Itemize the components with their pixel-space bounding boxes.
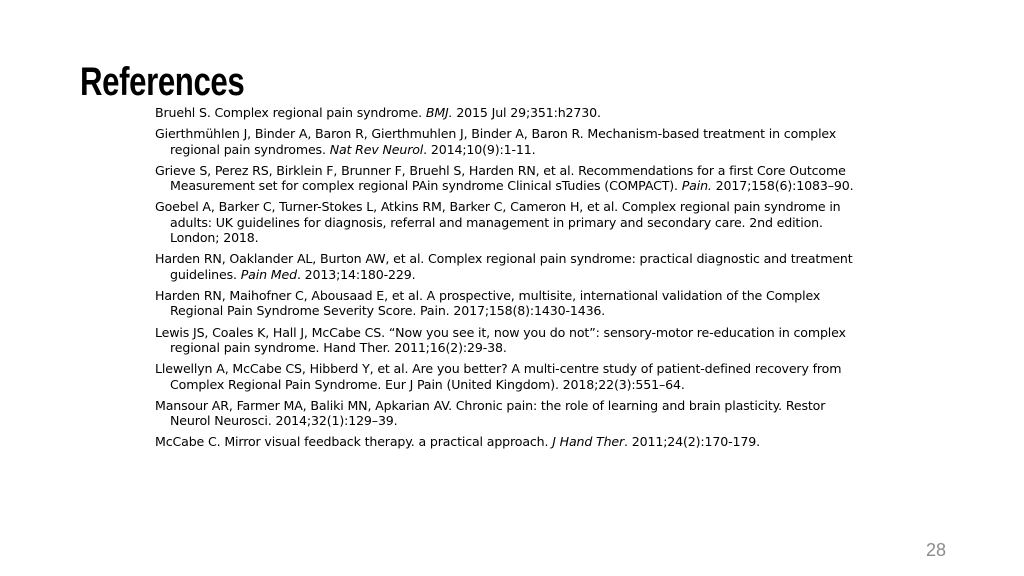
reference-item [155,163,865,194]
reference-item [155,251,865,282]
reference-item [155,105,865,120]
reference-text: Harden RN, Oaklander AL, Burton AW, et al. Complex regional pain syndrome: practical diagnostic and treatment guidelines. [155,251,853,282]
reference-item [155,325,865,356]
reference-text: Lewis JS, Coales K, Hall J, McCabe CS. “Now you see it, now you do not”: sensory-motor re-education in complex regional pain syndrome. Hand Ther. 2011;16(2):29-38. [155,324,846,356]
reference-item [155,126,865,157]
reference-text: Gierthmühlen J, Binder A, Baron R, Gierthmuhlen J, Binder A, Baron R. Mechanism-based treatment in complex regional pain syndromes. [155,126,837,157]
reference-item [155,398,865,429]
reference-journal: Pain. [681,178,712,194]
reference-citation: 2017;158(6):1083–90. [711,178,854,194]
reference-text: Harden RN, Maihofner C, Abousaad E, et al. A prospective, multisite, international validation of the Complex Regional Pain Syndrome Severity Score. Pain. 2017;158(8):1430-1436. [155,288,821,319]
reference-citation: 2015 Jul 29;351:h2730. [452,105,601,120]
reference-item [155,199,865,245]
reference-citation: . 2014;10(9):1-11. [423,141,536,157]
reference-item [155,361,865,392]
reference-item [155,434,865,449]
reference-journal: Nat Rev Neurol [329,141,424,157]
reference-text: Llewellyn A, McCabe CS, Hibberd Y, et al. Are you better? A multi-centre study of patient-defined recovery from Complex Regional Pain Syndrome. Eur J Pain (United Kingdom). 2018;22(3):551–64. [155,361,842,392]
reference-item [155,288,865,319]
reference-text: McCabe C. Mirror visual feedback therapy. a practical approach. [155,434,553,450]
reference-journal: BMJ. [425,105,453,120]
reference-text: Mansour AR, Farmer MA, Baliki MN, Apkarian AV. Chronic pain: the role of learning and brain plasticity. Restor Neurol Neurosci. 2014;32(1):129–39. [155,397,826,429]
reference-text: Goebel A, Barker C, Turner-Stokes L, Atkins RM, Barker C, Cameron H, et al. Complex regional pain syndrome in adults: UK guidelines for diagnosis, referral and management in primary and secondary care. 2nd edition. London; 2018. [155,199,841,246]
reference-citation: . 2011;24(2):170-179. [624,434,760,450]
reference-list [155,105,865,456]
page-number: 28 [925,540,946,560]
slide-title: References [80,60,245,104]
reference-journal: J Hand Ther [552,434,625,450]
reference-text: Bruehl S. Complex regional pain syndrome. [155,105,426,120]
reference-text: Grieve S, Perez RS, Birklein F, Brunner F, Bruehl S, Harden RN, et al. Recommendations for a first Core Outcome Measurement set for complex regional PAin syndrome Clinical sTudies (COMPACT). [155,162,846,194]
reference-journal: Pain Med [240,266,297,282]
reference-citation: . 2013;14:180-229. [296,266,416,282]
